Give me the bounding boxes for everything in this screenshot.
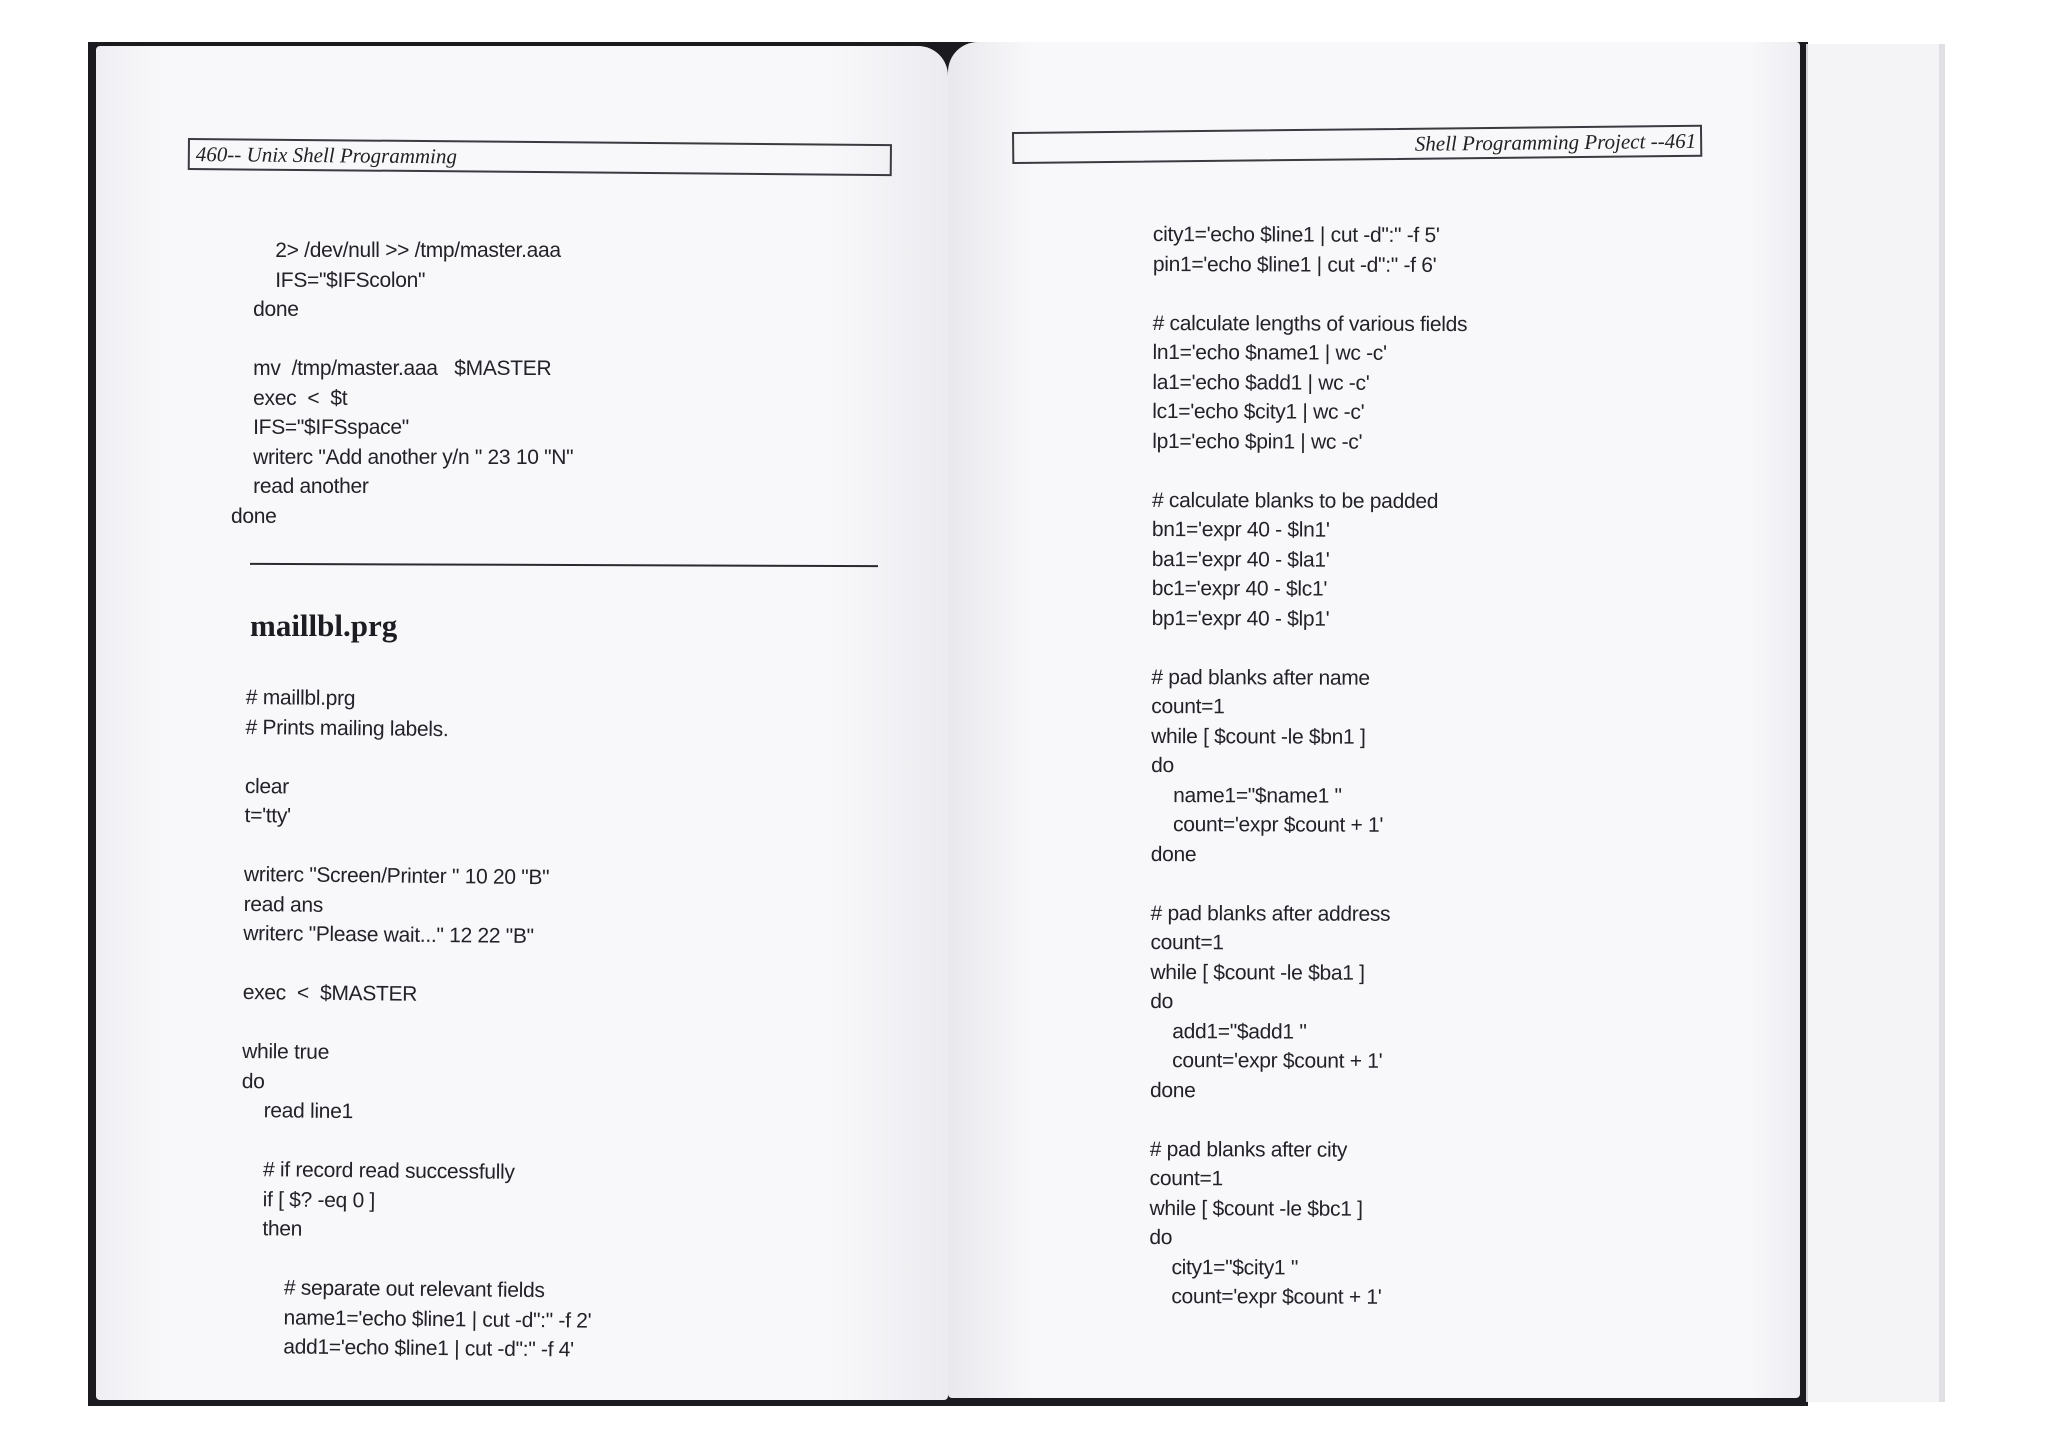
left-code-continuation: 2> /dev/null >> /tmp/master.aaa IFS="$IFScolon" done mv /tmp/master.aaa $MASTER exec < $t IFS="$IFSspace" writerc "Add another y/n " 23 10 "N" read another done [231,239,574,528]
section-divider [250,563,878,567]
right-page [948,42,1800,1398]
right-page-header: Shell Programming Project --461 [1012,125,1702,164]
left-page-header: 460-- Unix Shell Programming [188,138,892,176]
section-title: maillbl.prg [250,608,398,643]
page-edge-strip [1939,44,1945,1402]
left-code-listing: # maillbl.prg # Prints mailing labels. clear t='tty' writerc "Screen/Printer " 10 20 "B" read ans writerc "Please wait..." 12 22 "B" exec < $MASTER while true do read line1 # if record read successfully if [ $? -eq 0 ] then # separate out relevant fields name1='echo $line1 | cut -d":" -f 2' add1='echo $line1 | cut -d":" -f 4' [238,685,592,1362]
page-edge-stack [1806,44,1945,1402]
right-code-listing: city1='echo $line1 | cut -d":" -f 5' pin1='echo $line1 | cut -d":" -f 6' # calculate lengths of various fields ln1='echo $name1 | wc -c' la1='echo $add1 | wc -c' lc1='echo $city1 | wc -c' lp1='echo $pin1 | wc -c' # calculate blanks to be padded bn1='expr 40 - $ln1' ba1='expr 40 - $la1' bc1='expr 40 - $lc1' bp1='expr 40 - $lp1' # pad blanks after name count=1 while [ $count -le $bn1 ] do name1="$name1 " count='expr $count + 1' done # pad blanks after address count=1 while [ $count -le $ba1 ] do add1="$add1 " count='expr $count + 1' done # pad blanks after city count=1 while [ $count -le $bc1 ] do city1="$city1 " count='expr $count + 1' [1149,222,1468,1309]
left-page [96,46,948,1400]
